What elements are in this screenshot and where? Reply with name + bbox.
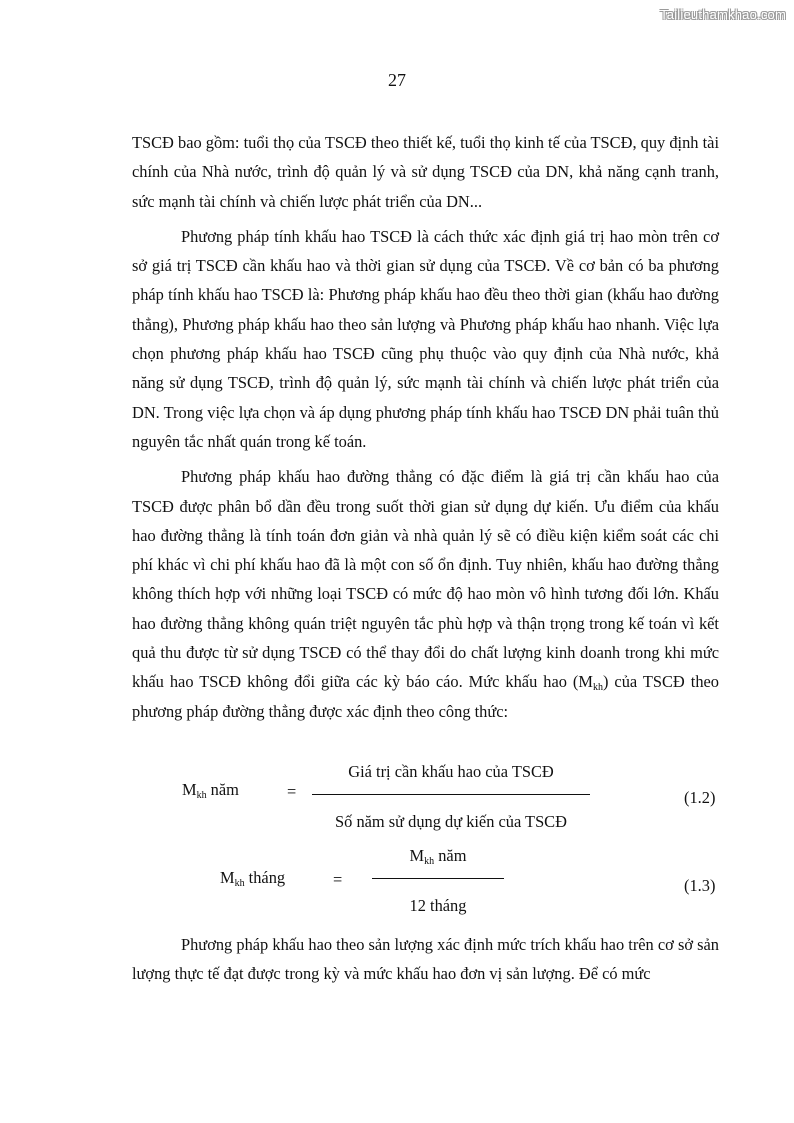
paragraph-text: ) của TSCĐ theo phương pháp đường thẳng được xác định theo công thức: [132, 672, 719, 721]
formula-1-3 [0, 846, 794, 926]
denominator: 12 tháng [409, 896, 467, 915]
equation-number: (1.2) [684, 788, 716, 807]
page-number: 27 [388, 70, 406, 90]
subscript: kh [592, 682, 603, 694]
formula-lhs: $M_{kh}$ tháng [220, 868, 286, 889]
closing-text [132, 930, 719, 989]
watermark: Tailieuthamkhao.com [660, 7, 786, 22]
numerator: Giá trị cần khấu hao của TSCĐ [348, 762, 554, 781]
body-text [132, 128, 719, 732]
paragraph-text: Phương pháp khấu hao đường thẳng có đặc điểm là giá trị cần khấu hao của TSCĐ được phân bổ dần đều trong suốt thời gian sử dụng dự kiến. Ưu điểm của khấu hao đường thẳng là tính toán đơn giản và nhà quản lý sẽ có điều kiện kiểm soát các chi phí khác vì chi phí khấu hao đã là một con số ổn định. Tuy nhiên, khấu hao đường thẳng không thích hợp với những loại TSCĐ có mức độ hao mòn vô hình tương đối lớn. Khấu hao đường thẳng không quán triệt nguyên tắc phù hợp và thận trọng trong kế toán vì kết quả thu được từ sử dụng TSCĐ có thể thay đổi do chất lượng kinh doanh trong khi mức khấu hao TSCĐ không đổi giữa các kỳ báo cáo. Mức khấu hao (M [132, 467, 719, 692]
formula-lhs: $M_{kh}$ năm [182, 780, 239, 801]
equals-sign: = [287, 782, 297, 801]
formula-1-2 [0, 762, 794, 842]
paragraph: TSCĐ bao gồm: tuổi thọ của TSCĐ theo thiết kế, tuổi thọ kinh tế của TSCĐ, quy định tài chính của Nhà nước, trình độ quản lý và sử dụng TSCĐ của DN, khả năng cạnh tranh, sức mạnh tài chính và chiến lược phát triển của DN... [132, 133, 719, 211]
paragraph [132, 462, 719, 726]
fraction-line [372, 878, 504, 879]
denominator: Số năm sử dụng dự kiến của TSCĐ [335, 812, 567, 831]
paragraph: Phương pháp khấu hao theo sản lượng xác định mức trích khấu hao trên cơ sở sản lượng thực tế đạt được trong kỳ và mức khấu hao đơn vị sản lượng. Để có mức [132, 935, 719, 984]
paragraph: Phương pháp tính khấu hao TSCĐ là cách thức xác định giá trị hao mòn trên cơ sở giá trị TSCĐ cần khấu hao và thời gian sử dụng của TSCĐ. Về cơ bản có ba phương pháp tính khấu hao TSCĐ là: Phương pháp khấu hao đều theo thời gian (khấu hao đường thẳng), Phương pháp khấu hao theo sản lượng và Phương pháp khấu hao nhanh. Việc lựa chọn phương pháp khấu hao TSCĐ cũng phụ thuộc vào quy định của Nhà nước, khả năng sử dụng TSCĐ, trình độ quản lý, sức mạnh tài chính và chiến lược phát triển của DN. Trong việc lựa chọn và áp dụng phương pháp tính khấu hao TSCĐ DN phải tuân thủ nguyên tắc nhất quán trong kế toán. [132, 226, 719, 451]
fraction-line [312, 794, 590, 795]
numerator: $M_{kh}$ năm [409, 846, 467, 867]
equals-sign: = [333, 870, 343, 889]
equation-number: (1.3) [684, 876, 716, 895]
